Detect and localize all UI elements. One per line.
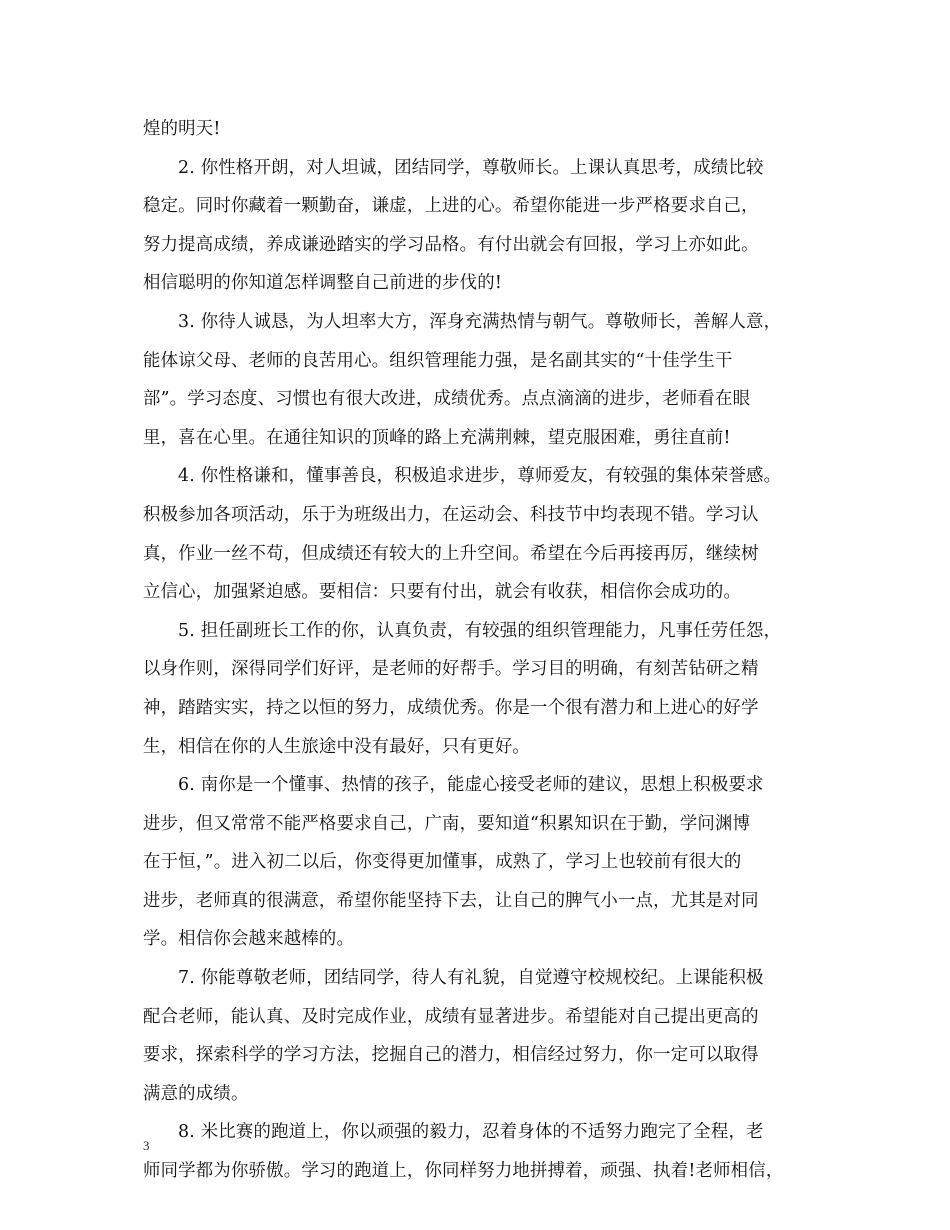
paragraph-7-first-line: 7. 你能尊敬老师，团结同学，待人有礼貌，自觉遵守校规校纪。上课能积极 (178, 968, 764, 989)
paragraph-2-first-line: 2. 你性格开朗，对人坦诚，团结同学，尊敬师长。上课认真思考，成绩比较 (178, 157, 764, 178)
text-line: 煌的明天! (143, 119, 221, 139)
document-body (143, 110, 823, 1191)
text-line: 配合老师，能认真、及时完成作业，成绩有显著进步。希望能对自己提出更高的 (143, 1006, 759, 1027)
text-line: 进步，老师真的很满意，希望你能坚持下去，让自己的脾气小一点，尤其是对同 (143, 890, 759, 911)
text-line: 里，喜在心里。在通往知识的顶峰的路上充满荆棘，望克服困难，勇往直前! (143, 427, 731, 448)
text-line: 生，相信在你的人生旅途中没有最好，只有更好。 (143, 736, 530, 757)
text-line: 部”。学习态度、习惯也有很大改进，成绩优秀。点点滴滴的进步，老师看在眼 (143, 389, 751, 410)
paragraph-3-first-line: 3. 你待人诚恳，为人坦率大方，浑身充满热情与朝气。尊敬师长，善解人意， (178, 311, 782, 332)
text-line: 师同学都为你骄傲。学习的跑道上，你同样努力地拼搏着，顽强、执着!老师相信， (143, 1161, 784, 1182)
paragraph-8-first-line: 8. 米比赛的跑道上，你以顽强的毅力，忍着身体的不适努力跑完了全程，老 (178, 1122, 764, 1143)
text-line: 相信聪明的你知道怎样调整自己前进的步伐的! (143, 273, 503, 294)
text-line: 神，踏踏实实，持之以恒的努力，成绩优秀。你是一个很有潜力和上进心的好学 (143, 697, 759, 718)
text-line: 以身作则，深得同学们好评，是老师的好帮手。学习目的明确，有刻苦钻研之精 (143, 659, 759, 680)
paragraph-5-first-line: 5. 担任副班长工作的你，认真负责，有较强的组织管理能力，凡事任劳任怨， (178, 620, 782, 641)
paragraph-4-first-line: 4. 你性格谦和，懂事善良，积极追求进步，尊师爱友，有较强的集体荣誉感。 (178, 466, 782, 487)
page-number: 3 (143, 1138, 150, 1153)
paragraph-6-first-line: 6. 南你是一个懂事、热情的孩子，能虚心接受老师的建议，思想上积极要求 (178, 775, 764, 796)
text-line: 在于恒，”。进入初二以后，你变得更加懂事，成熟了，学习上也较前有很大的 (143, 852, 742, 873)
text-line: 满意的成绩。 (143, 1083, 249, 1104)
text-line: 要求，探索科学的学习方法，挖掘自己的潜力，相信经过努力，你一定可以取得 (143, 1045, 759, 1066)
text-line: 能体谅父母、老师的良苦用心。组织管理能力强，是名副其实的“十佳学生干 (143, 350, 733, 371)
text-line: 努力提高成绩，养成谦逊踏实的学习品格。有付出就会有回报，学习上亦如此。 (143, 234, 759, 255)
text-line: 立信心，加强紧迫感。要相信：只要有付出，就会有收获，相信你会成功的。 (143, 582, 742, 603)
text-line: 学。相信你会越来越棒的。 (143, 929, 355, 950)
text-line: 真，作业一丝不苟，但成绩还有较大的上升空间。希望在今后再接再厉，继续树 (143, 543, 759, 564)
text-line: 稳定。同时你藏着一颗勤奋，谦虚，上进的心。希望你能进一步严格要求自己， (143, 196, 759, 217)
text-line: 进步，但又常常不能严格要求自己，广南，要知道“积累知识在于勤，学问渊博 (143, 813, 751, 834)
text-line: 积极参加各项活动，乐于为班级出力，在运动会、科技节中均表现不错。学习认 (143, 504, 759, 525)
